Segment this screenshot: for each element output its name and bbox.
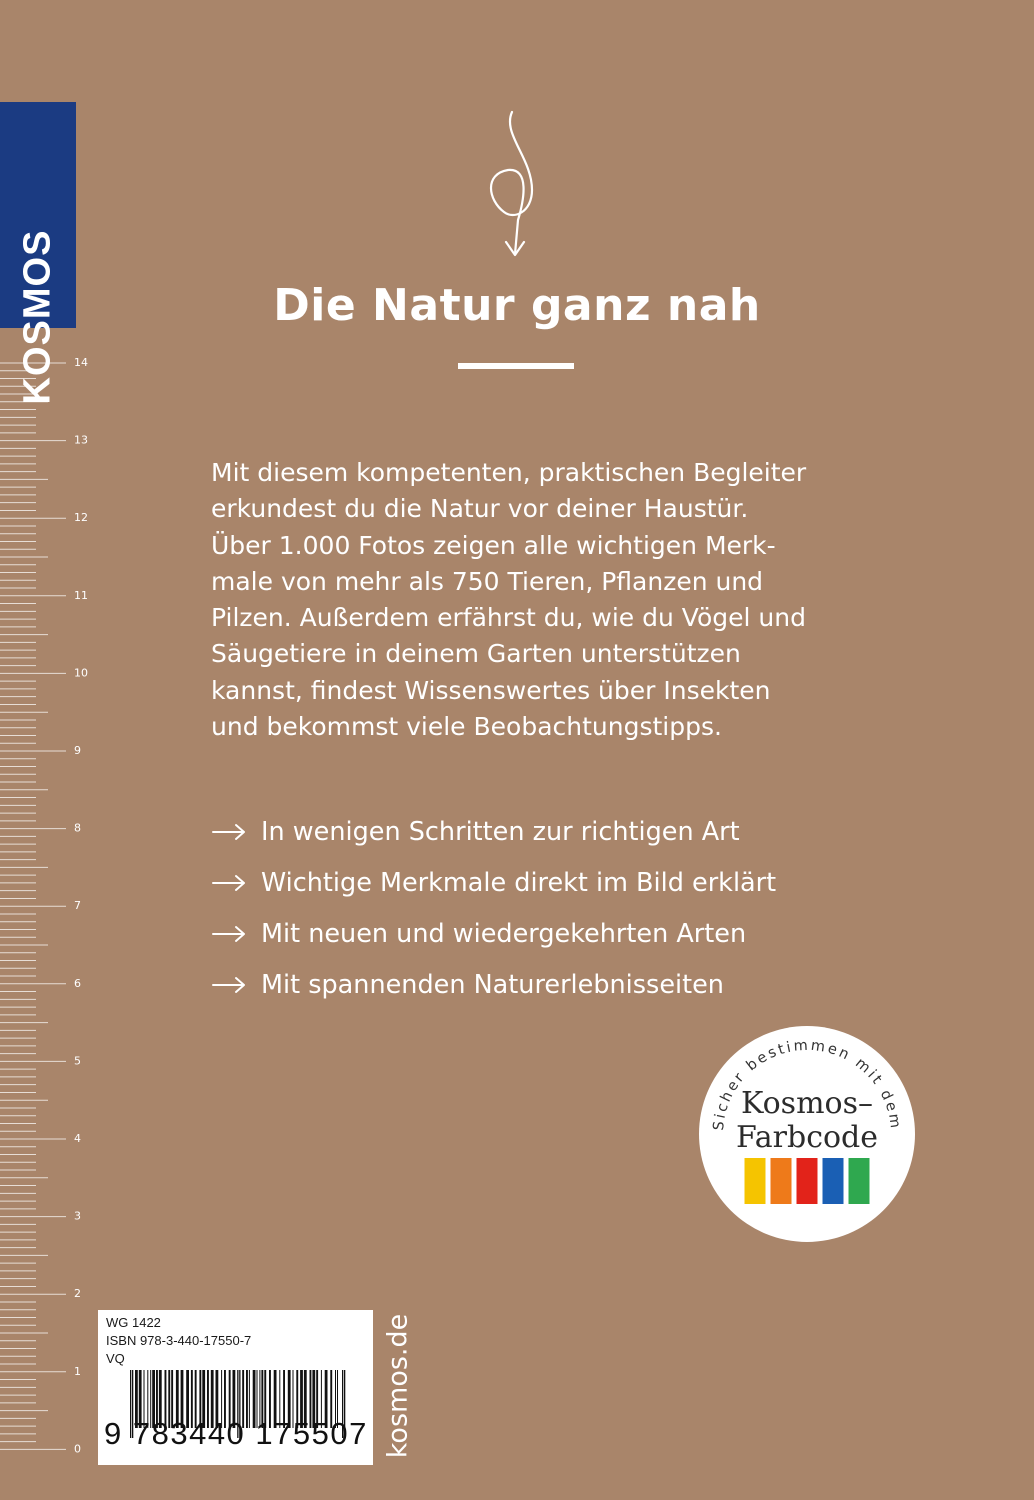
ruler-label: 14 [74, 356, 88, 369]
ruler-label: 13 [74, 433, 88, 447]
ruler-label: 10 [74, 666, 88, 680]
ruler-label: 12 [74, 511, 88, 525]
brand-logo: KOSMOS [16, 229, 59, 405]
description-line: kannst, findest Wissenswertes über Insekten [211, 675, 771, 705]
description-line: Mit diesem kompetenten, praktischen Begleiter [211, 458, 807, 487]
feature-text: Wichtige Merkmale direkt im Bild erklärt [261, 867, 777, 898]
headline-divider [458, 363, 574, 369]
product-group: WG 1422 [106, 1315, 161, 1330]
ruler-label: 4 [74, 1132, 81, 1145]
loop-arrow-icon [460, 108, 570, 260]
description-line: Pilzen. Außerdem erfährst du, wie du Vögel und [211, 603, 806, 633]
color-code-bars [745, 1158, 870, 1204]
feature-text: In wenigen Schritten zur richtigen Art [261, 816, 740, 847]
website-url[interactable]: kosmos.de [382, 1313, 414, 1459]
badge-arc-text: Sicher bestimmen mit dem [710, 1037, 904, 1132]
description [211, 455, 811, 745]
arrow-right-icon [211, 976, 247, 994]
color-code-bar [745, 1158, 766, 1204]
feature-list [211, 806, 776, 1010]
color-code-bar [823, 1158, 844, 1204]
ruler-graphic [0, 355, 98, 1465]
ruler-label: 0 [74, 1442, 81, 1456]
description-line: und bekommst viele Beobachtungstipps. [211, 712, 722, 742]
ruler-label: 7 [74, 899, 81, 913]
color-code-bar [849, 1158, 870, 1204]
ruler-label: 8 [74, 821, 81, 835]
color-code-bar [771, 1158, 792, 1204]
description-line: Säugetiere in deinem Garten unterstützen [211, 639, 741, 669]
description-line: erkundest du die Natur vor deiner Haustür. [211, 494, 749, 524]
feature-text: Mit neuen und wiedergekehrten Arten [261, 918, 747, 949]
feature-item [211, 959, 776, 1010]
isbn-label [98, 1310, 373, 1465]
feature-item [211, 908, 776, 959]
ruler-label: 5 [74, 1054, 81, 1068]
ruler-label: 6 [74, 976, 81, 990]
feature-text: Mit spannenden Naturerlebnisseiten [261, 969, 724, 1000]
barcode-digits: 9 783440 175507 [104, 1416, 368, 1451]
description-line: Über 1.000 Fotos zeigen alle wichtigen Merk- [211, 530, 776, 560]
badge-title-line2: Farbcode [735, 1120, 879, 1155]
isbn-number: ISBN 978-3-440-17550-7 [106, 1333, 252, 1348]
ruler-label: 1 [74, 1364, 81, 1378]
arrow-right-icon [211, 925, 247, 943]
arrow-right-icon [211, 823, 247, 841]
ruler-label: 2 [74, 1287, 81, 1301]
arrow-right-icon [211, 874, 247, 892]
badge-title-line1: Kosmos– [741, 1086, 873, 1121]
description-line: male von mehr als 750 Tieren, Pflanzen und [211, 566, 764, 596]
farbcode-badge [697, 1024, 917, 1244]
ruler-label: 11 [74, 588, 88, 602]
headline: Die Natur ganz nah [273, 280, 761, 331]
feature-item [211, 857, 776, 908]
ruler-label: 9 [74, 744, 81, 757]
ruler-label: 3 [74, 1209, 81, 1223]
feature-item [211, 806, 776, 857]
vendor-code: VQ [106, 1351, 125, 1366]
color-code-bar [797, 1158, 818, 1204]
measurement-ruler [0, 355, 98, 1465]
